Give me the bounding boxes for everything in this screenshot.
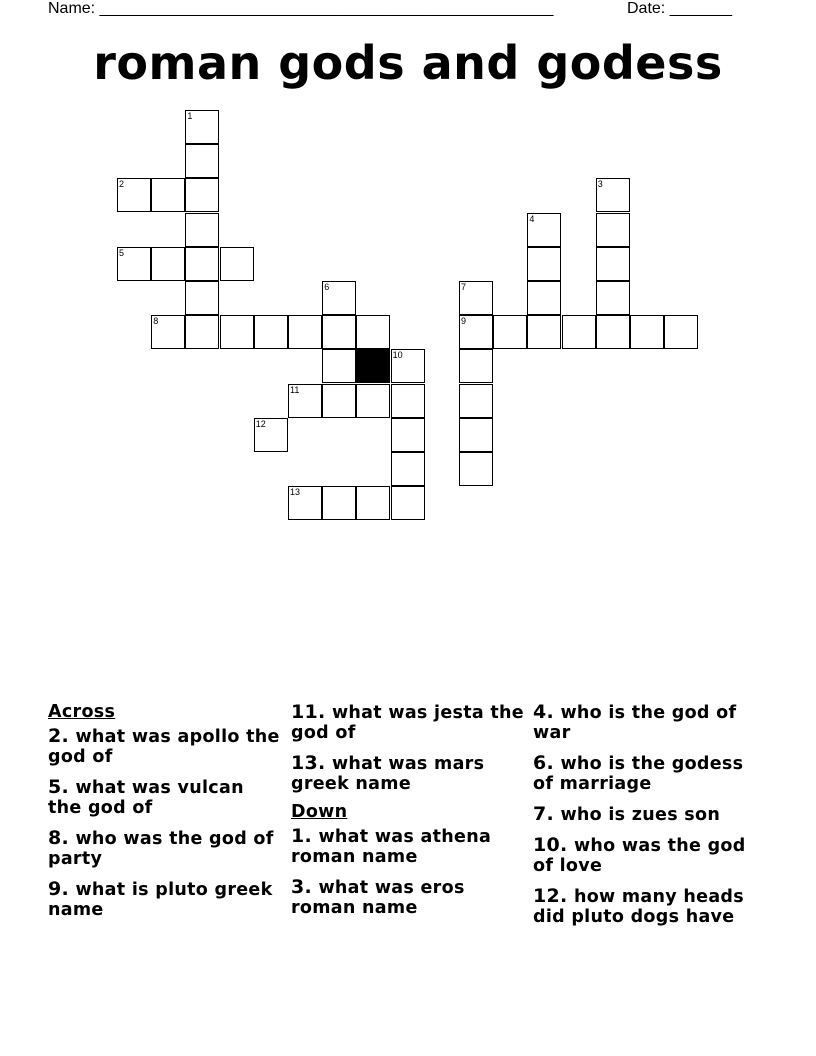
crossword-cell[interactable] — [459, 418, 493, 452]
clue-number: 8. — [48, 827, 70, 849]
clue-text: who was the god of love — [533, 836, 746, 876]
clue-number: 5 — [119, 247, 125, 258]
crossword-cell[interactable] — [459, 315, 493, 349]
clue-text: what was apollo the god of — [48, 727, 280, 767]
clue-number: 3 — [597, 179, 603, 190]
crossword-cell[interactable] — [220, 247, 254, 281]
clue-number: 10 — [392, 350, 403, 361]
clue-item — [291, 702, 526, 743]
crossword-cell[interactable] — [185, 213, 219, 247]
crossword-cell[interactable] — [562, 315, 596, 349]
clue-item — [48, 879, 283, 920]
clue-item — [533, 702, 768, 743]
clue-text: what is pluto greek name — [48, 880, 273, 920]
crossword-cell[interactable] — [117, 247, 151, 281]
clue-item — [291, 877, 526, 918]
clues-column-3 — [533, 702, 768, 937]
clue-number: 13. — [291, 752, 326, 774]
crossword-cell[interactable] — [254, 418, 288, 452]
crossword-cell[interactable] — [322, 384, 356, 418]
date-field-label: Date: _______ — [627, 0, 732, 17]
clue-number: 8 — [153, 316, 159, 327]
clue-text: what was athena roman name — [291, 827, 492, 867]
crossword-cell[interactable] — [527, 281, 561, 315]
page-title: roman gods and godess — [93, 36, 723, 90]
clue-item — [48, 777, 283, 818]
clue-item — [533, 804, 768, 825]
clue-number: 4. — [533, 701, 555, 723]
clue-item — [533, 835, 768, 876]
crossword-cell[interactable] — [596, 247, 630, 281]
crossword-cell[interactable] — [664, 315, 698, 349]
clue-text: how many heads did pluto dogs have — [533, 887, 744, 927]
crossword-cell[interactable] — [596, 213, 630, 247]
across-heading: Across — [48, 702, 116, 722]
clue-text: who is the godess of marriage — [533, 754, 744, 794]
clue-number: 11. — [291, 701, 326, 723]
crossword-cell[interactable] — [185, 247, 219, 281]
clue-number: 1 — [187, 111, 193, 121]
down-clue-list-continued — [533, 702, 768, 927]
clue-number: 3. — [291, 876, 313, 898]
crossword-cell[interactable] — [596, 281, 630, 315]
clue-item — [48, 726, 283, 767]
clue-item — [48, 828, 283, 869]
crossword-cell[interactable] — [459, 281, 493, 315]
crossword-cell[interactable] — [527, 315, 561, 349]
crossword-cell[interactable] — [527, 247, 561, 281]
clue-number: 9 — [461, 316, 467, 327]
crossword-cell[interactable] — [254, 315, 288, 349]
clue-number: 12. — [533, 885, 568, 907]
crossword-cell[interactable] — [220, 315, 254, 349]
clue-text: what was vulcan the god of — [48, 778, 244, 818]
clue-text: what was jesta the god of — [291, 703, 524, 743]
across-clue-list-continued — [291, 702, 526, 794]
crossword-cell[interactable] — [356, 384, 390, 418]
crossword-cell[interactable] — [185, 315, 219, 349]
crossword-cell[interactable] — [185, 110, 219, 144]
clue-number: 12 — [255, 418, 266, 429]
clues-column-1 — [48, 702, 283, 930]
crossword-cell[interactable] — [391, 486, 425, 520]
clues-column-2 — [291, 702, 526, 928]
crossword-cell[interactable] — [185, 178, 219, 212]
crossword-cell[interactable] — [527, 213, 561, 247]
crossword-cell[interactable] — [459, 452, 493, 486]
crossword-cell[interactable] — [322, 486, 356, 520]
crossword-cell[interactable] — [459, 384, 493, 418]
down-heading: Down — [291, 802, 348, 822]
clue-text: who was the god of party — [48, 829, 274, 869]
clue-number: 5. — [48, 776, 70, 798]
clue-number: 1. — [291, 825, 313, 847]
crossword-cell[interactable] — [322, 315, 356, 349]
crossword-cell[interactable] — [151, 315, 185, 349]
clue-item — [533, 753, 768, 794]
crossword-cell[interactable] — [630, 315, 664, 349]
clue-number: 6. — [533, 752, 555, 774]
clue-number: 7 — [461, 282, 467, 292]
crossword-cell[interactable] — [356, 315, 390, 349]
across-clue-list — [48, 726, 283, 920]
crossword-cell[interactable] — [391, 452, 425, 486]
clue-item — [533, 886, 768, 927]
clue-number: 4 — [529, 213, 535, 224]
crossword-cell[interactable] — [596, 178, 630, 212]
clue-number: 13 — [290, 487, 301, 498]
crossword-cell[interactable] — [391, 349, 425, 383]
clue-text: what was eros roman name — [291, 878, 465, 918]
crossword-cell[interactable] — [356, 486, 390, 520]
crossword-cell[interactable] — [185, 281, 219, 315]
name-field-label: Name: ___________________________________________________ — [48, 0, 554, 17]
clue-number: 11 — [290, 384, 300, 395]
down-clue-list — [291, 826, 526, 918]
clue-number: 6 — [324, 282, 330, 292]
clue-item — [291, 753, 526, 794]
clue-text: what was mars greek name — [291, 754, 485, 794]
clue-item — [291, 826, 526, 867]
crossword-cell[interactable] — [493, 315, 527, 349]
crossword-cell[interactable] — [596, 315, 630, 349]
crossword-cell[interactable] — [391, 384, 425, 418]
crossword-cell[interactable] — [391, 418, 425, 452]
crossword-cell[interactable] — [288, 315, 322, 349]
clue-text: who is the god of war — [533, 703, 737, 743]
clue-number: 10. — [533, 834, 568, 856]
crossword-block-cell — [356, 349, 390, 383]
clue-number: 9. — [48, 878, 70, 900]
crossword-cell[interactable] — [322, 349, 356, 383]
clue-number: 2 — [119, 179, 125, 190]
crossword-cell[interactable] — [459, 349, 493, 383]
crossword-cell[interactable] — [322, 281, 356, 315]
crossword-cell[interactable] — [117, 178, 151, 212]
crossword-cell[interactable] — [151, 247, 185, 281]
crossword-cell[interactable] — [288, 384, 322, 418]
crossword-cell[interactable] — [288, 486, 322, 520]
crossword-cell[interactable] — [185, 144, 219, 178]
clue-text: who is zues son — [554, 805, 721, 825]
crossword-cell[interactable] — [151, 178, 185, 212]
clue-number: 2. — [48, 725, 70, 747]
clue-number: 7. — [533, 803, 555, 825]
